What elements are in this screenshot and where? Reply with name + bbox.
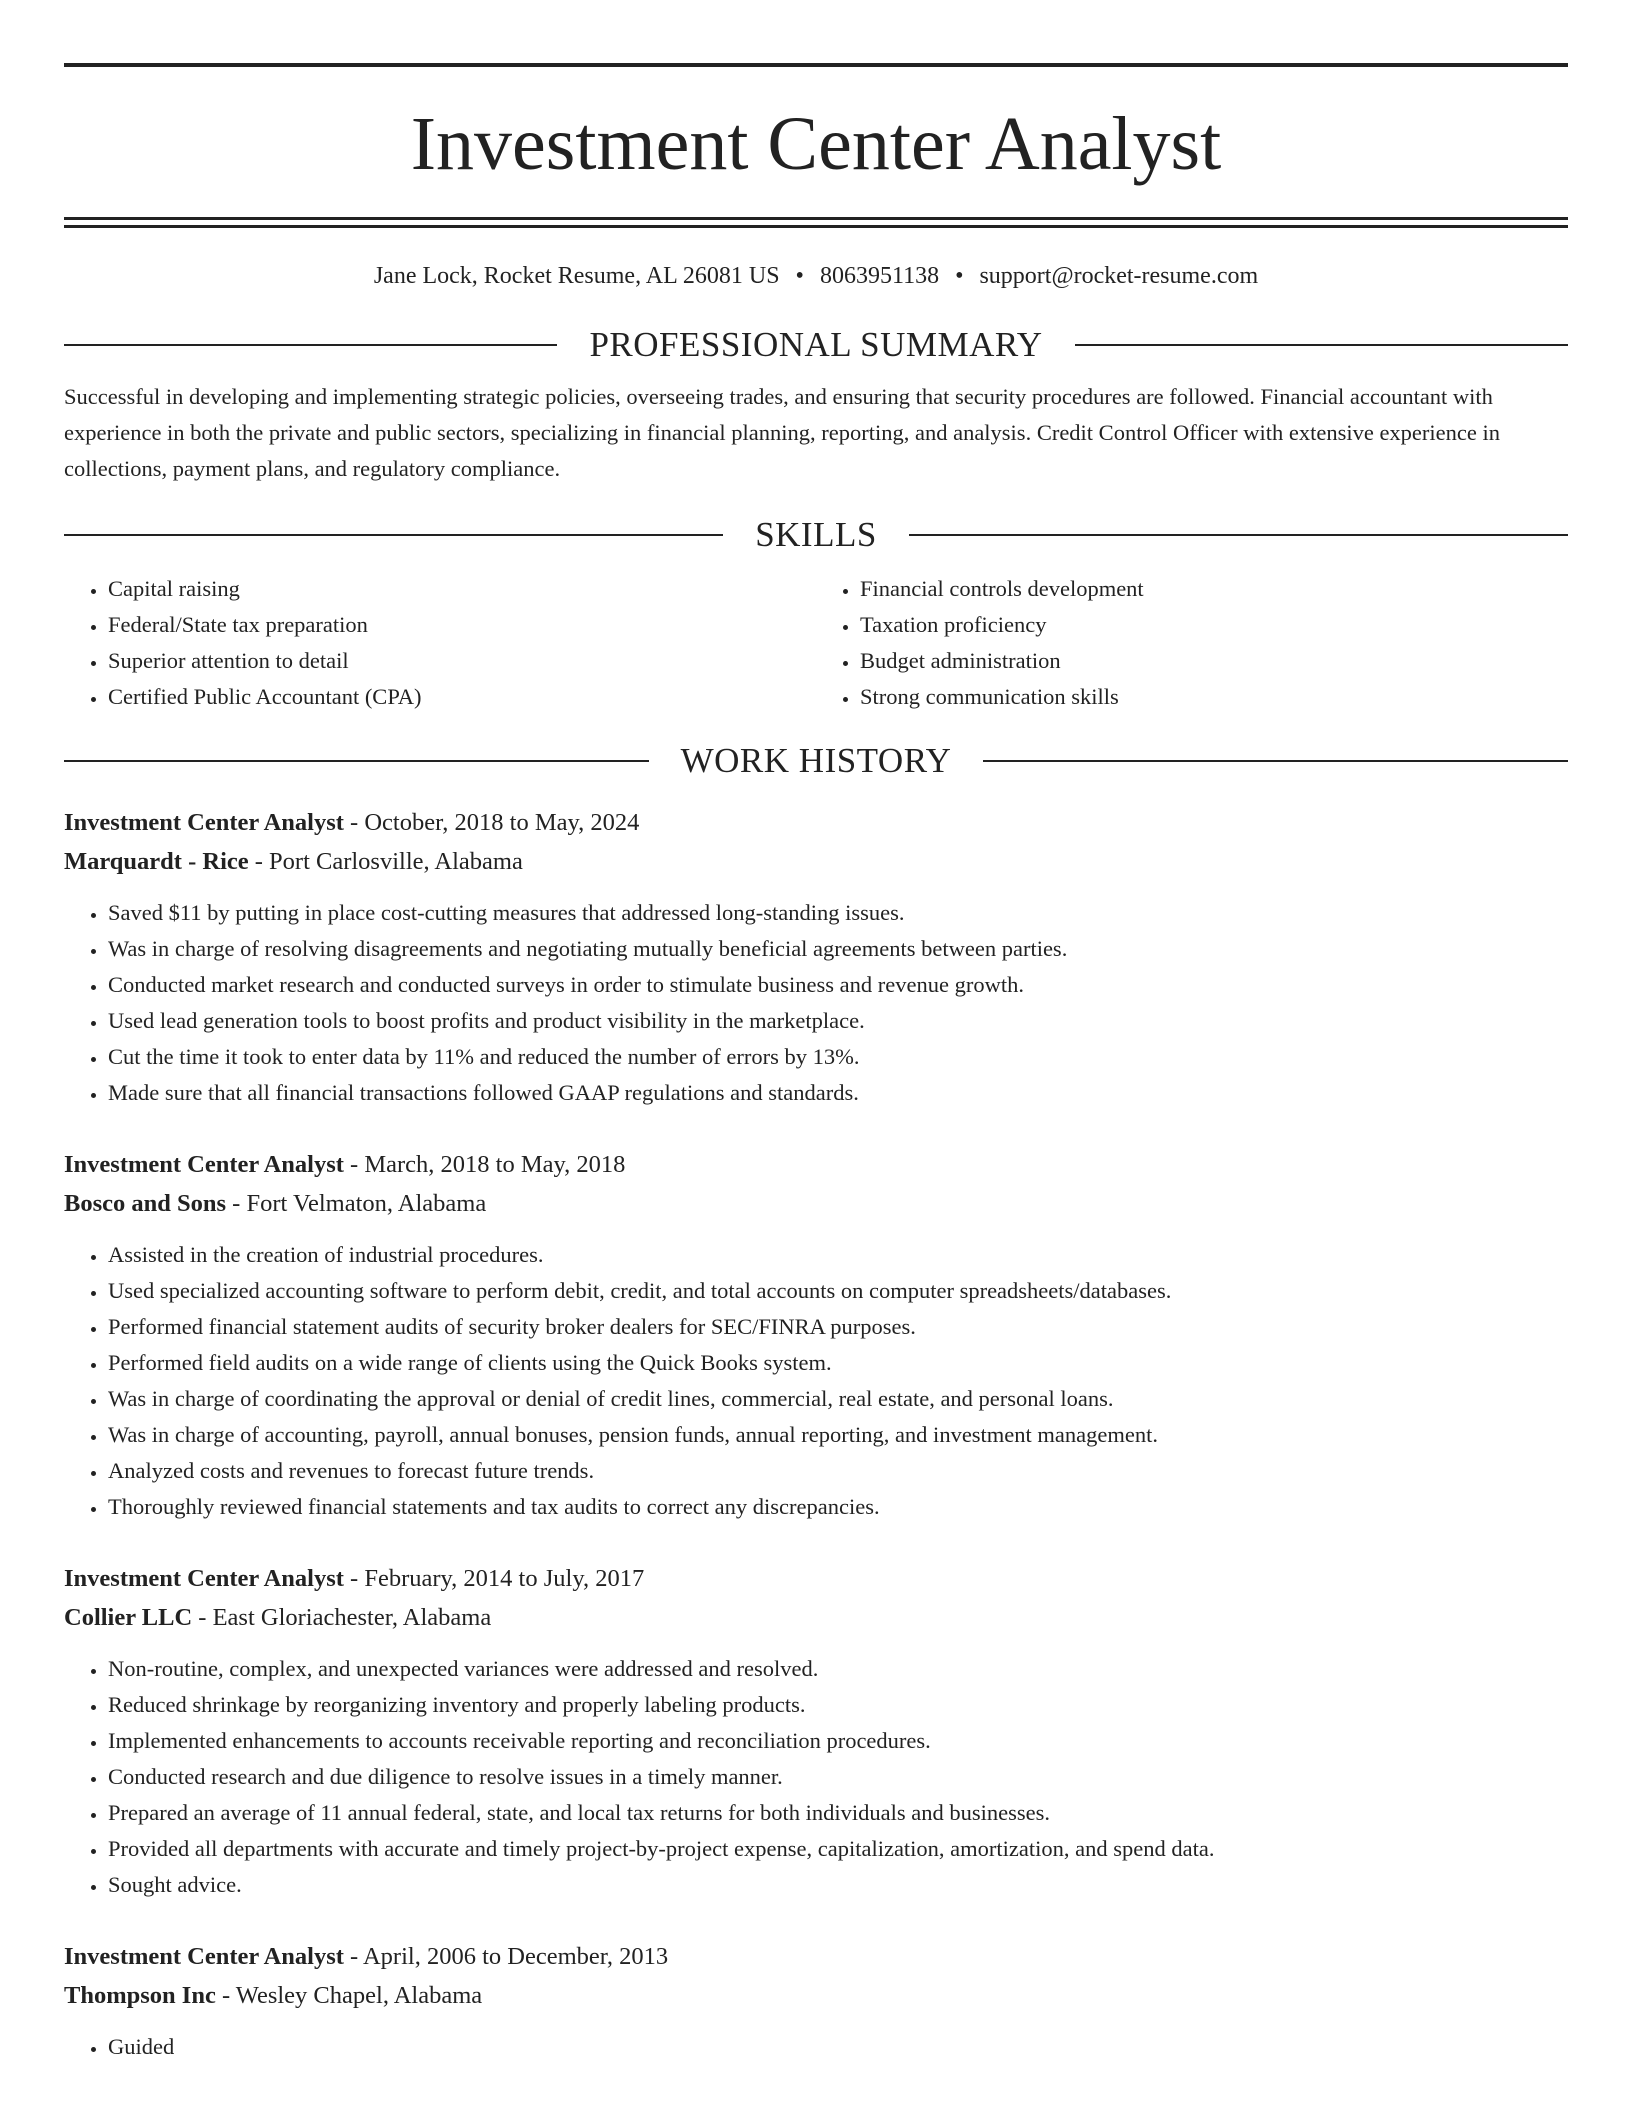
job-company-line: [64, 1184, 1568, 1223]
job-location: - Port Carlosville, Alabama: [248, 848, 523, 875]
job-bullet: • Conducted research and due diligence to resolve issues in a timely manner.: [108, 1759, 1568, 1795]
skills-column-left: [64, 571, 816, 715]
work-title: WORK HISTORY: [680, 741, 952, 780]
contact-phone: 8063951138: [819, 263, 940, 289]
job-company: Collier LLC: [64, 1604, 193, 1631]
skills-column-right: [816, 571, 1568, 715]
job-bullet: • Cut the time it took to enter data by 11% and reduced the number of errors by 13%.: [108, 1039, 1568, 1075]
summary-text: Successful in developing and implementing strategic policies, overseeing trades, and ensuring that security procedures are followed. Financial accountant with experience in both the private and public sectors, specializing in financial planning, reporting, and analysis. Credit Control Officer with extensive experience in collections, payment plans, and regulatory compliance.: [64, 384, 1501, 481]
skill-item: • Financial controls development: [860, 571, 1568, 607]
heading-rule-left: [64, 760, 649, 762]
job-dates: - February, 2014 to July, 2017: [343, 1565, 645, 1592]
heading-rule-right: [1075, 344, 1568, 346]
job-bullet: • Non-routine, complex, and unexpected variances were addressed and resolved.: [108, 1651, 1568, 1687]
resume-title: Investment Center Analyst: [410, 102, 1222, 186]
job-bullet: • Reduced shrinkage by reorganizing inventory and properly labeling products.: [108, 1687, 1568, 1723]
job-bullet: • Used specialized accounting software to perform debit, credit, and total accounts on computer spreadsheets/databases.: [108, 1273, 1568, 1309]
job-entry: [64, 803, 1568, 1111]
job-bullet: • Sought advice.: [108, 1867, 1568, 1903]
job-bullets: [64, 2029, 1568, 2065]
job-bullet: • Thoroughly reviewed financial statements and tax audits to correct any discrepancies.: [108, 1489, 1568, 1525]
job-bullet: • Was in charge of coordinating the approval or denial of credit lines, commercial, real estate, and personal loans.: [108, 1381, 1568, 1417]
job-bullet: • Conducted market research and conducted surveys in order to stimulate business and revenue growth.: [108, 967, 1568, 1003]
contact-email: support@rocket-resume.com: [979, 263, 1259, 289]
skills-list: [64, 571, 1568, 715]
skill-item: • Budget administration: [860, 643, 1568, 679]
job-bullets: [64, 895, 1568, 1111]
job-dates: - April, 2006 to December, 2013: [343, 1943, 669, 1970]
skill-item: • Federal/State tax preparation: [108, 607, 816, 643]
job-company: Bosco and Sons: [64, 1190, 227, 1217]
contact-separator: •: [955, 263, 964, 289]
job-position: Investment Center Analyst: [64, 809, 344, 836]
job-title-line: [64, 1937, 1568, 1976]
job-bullet: • Used lead generation tools to boost profits and product visibility in the marketplace.: [108, 1003, 1568, 1039]
skill-item: • Capital raising: [108, 571, 816, 607]
skill-item: • Superior attention to detail: [108, 643, 816, 679]
job-title-line: [64, 1145, 1568, 1184]
skills-title: SKILLS: [755, 515, 877, 554]
contact-line: [64, 261, 1568, 291]
skill-item: • Taxation proficiency: [860, 607, 1568, 643]
job-dates: - March, 2018 to May, 2018: [343, 1151, 626, 1178]
job-bullet: • Was in charge of accounting, payroll, annual bonuses, pension funds, annual reporting, and investment management.: [108, 1417, 1568, 1453]
job-company-line: [64, 1598, 1568, 1637]
job-bullet: • Provided all departments with accurate and timely project-by-project expense, capitalization, amortization, and spend data.: [108, 1831, 1568, 1867]
job-entry: [64, 1145, 1568, 1525]
contact-separator: •: [795, 263, 804, 289]
job-title-line: [64, 803, 1568, 842]
job-bullet: • Performed field audits on a wide range of clients using the Quick Books system.: [108, 1345, 1568, 1381]
job-location: - Wesley Chapel, Alabama: [215, 1982, 483, 2009]
job-entry: [64, 1937, 1568, 2065]
skills-heading: [64, 517, 1568, 553]
job-entry: [64, 1559, 1568, 1903]
job-dates: - October, 2018 to May, 2024: [343, 809, 640, 836]
job-bullet: • Saved $11 by putting in place cost-cutting measures that addressed long-standing issues.: [108, 895, 1568, 931]
contact-address: Jane Lock, Rocket Resume, AL 26081 US: [373, 263, 780, 289]
job-bullet: • Made sure that all financial transactions followed GAAP regulations and standards.: [108, 1075, 1568, 1111]
job-company-line: [64, 842, 1568, 881]
skill-item: • Certified Public Accountant (CPA): [108, 679, 816, 715]
work-heading: [64, 743, 1568, 779]
job-company: Marquardt - Rice: [64, 848, 249, 875]
summary-title: PROFESSIONAL SUMMARY: [589, 325, 1043, 364]
summary-heading: [64, 327, 1568, 363]
job-bullet: • Was in charge of resolving disagreements and negotiating mutually beneficial agreements between parties.: [108, 931, 1568, 967]
job-company: Thompson Inc: [64, 1982, 216, 2009]
job-title-line: [64, 1559, 1568, 1598]
job-location: - East Gloriachester, Alabama: [192, 1604, 492, 1631]
job-bullet: • Prepared an average of 11 annual federal, state, and local tax returns for both individuals and businesses.: [108, 1795, 1568, 1831]
job-location: - Fort Velmaton, Alabama: [226, 1190, 487, 1217]
job-position: Investment Center Analyst: [64, 1151, 344, 1178]
job-bullet: • Guided: [108, 2029, 1568, 2065]
job-company-line: [64, 1976, 1568, 2015]
job-bullet: • Implemented enhancements to accounts receivable reporting and reconciliation procedures.: [108, 1723, 1568, 1759]
job-position: Investment Center Analyst: [64, 1943, 344, 1970]
heading-rule-left: [64, 344, 557, 346]
job-bullet: • Performed financial statement audits of security broker dealers for SEC/FINRA purposes.: [108, 1309, 1568, 1345]
top-rule: [64, 63, 1568, 67]
job-position: Investment Center Analyst: [64, 1565, 344, 1592]
title-double-rule: [64, 217, 1568, 228]
resume-page: [64, 0, 1568, 2065]
job-bullets: [64, 1237, 1568, 1525]
heading-rule-right: [909, 534, 1568, 536]
job-bullets: [64, 1651, 1568, 1903]
job-bullet: • Analyzed costs and revenues to forecast future trends.: [108, 1453, 1568, 1489]
skill-item: • Strong communication skills: [860, 679, 1568, 715]
heading-rule-left: [64, 534, 723, 536]
heading-rule-right: [983, 760, 1568, 762]
job-bullet: • Assisted in the creation of industrial procedures.: [108, 1237, 1568, 1273]
